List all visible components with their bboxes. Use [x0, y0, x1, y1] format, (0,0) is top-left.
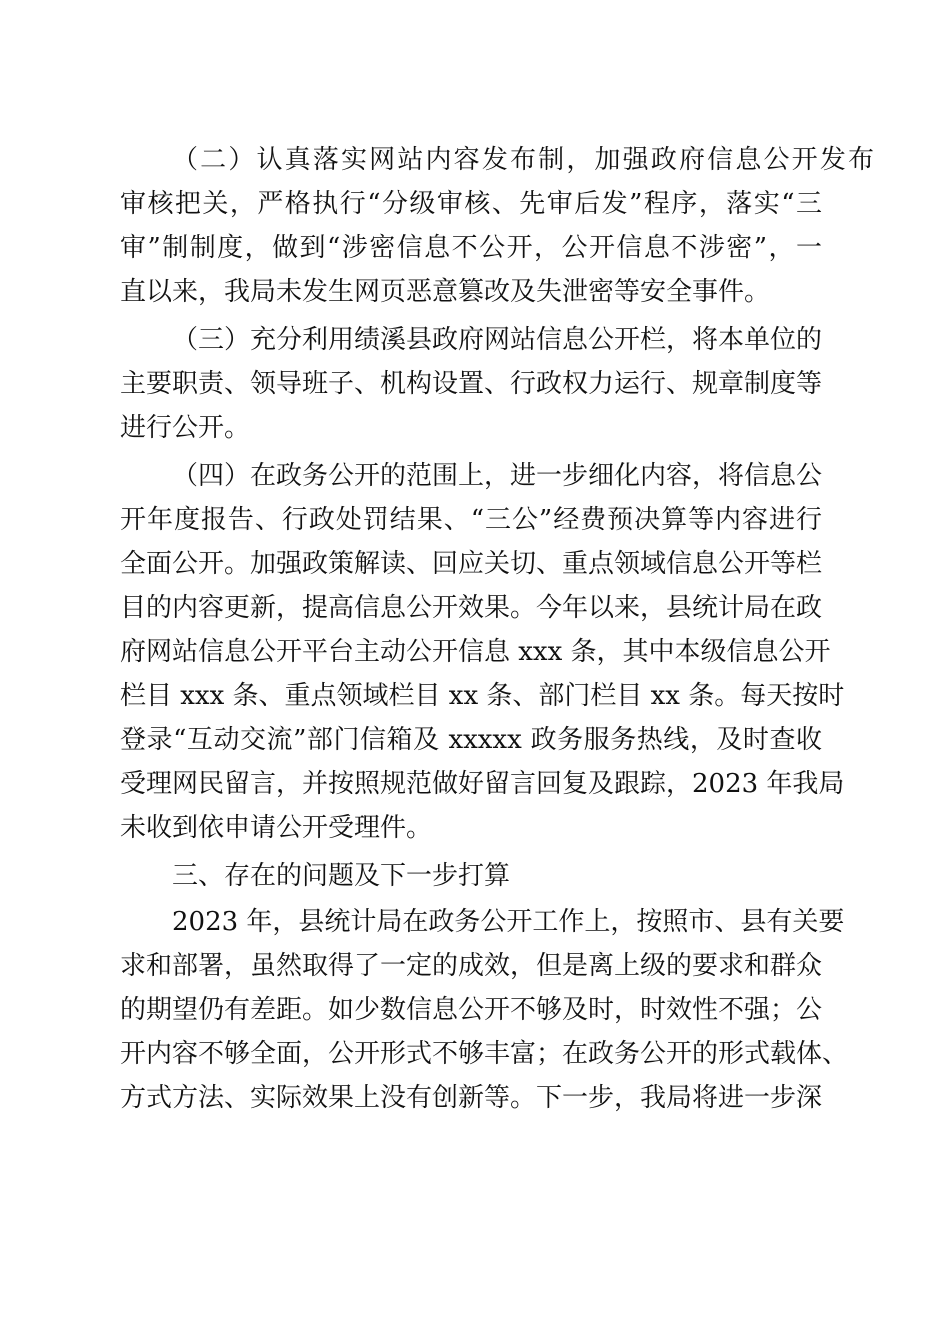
- section-heading: 三、存在的问题及下一步打算: [172, 861, 511, 891]
- paragraph-3-line-3: 进行公开。: [120, 413, 251, 443]
- paragraph-4-line-9: 未收到依申请公开受理件。: [120, 813, 433, 843]
- paragraph-3-line-2: 主要职责、领导班子、机构设置、行政权力运行、规章制度等: [120, 369, 823, 399]
- paragraph-5-line-5: 方式方法、实际效果上没有创新等。下一步，我局将进一步深: [120, 1083, 823, 1113]
- paragraph-2-line-3: 审”制制度，做到“涉密信息不公开，公开信息不涉密”，一: [120, 233, 822, 263]
- paragraph-2-line-1: （二）认真落实网站内容发布制，加强政府信息公开发布: [172, 145, 874, 175]
- paragraph-4-line-4: 目的内容更新，提高信息公开效果。今年以来，县统计局在政: [120, 593, 823, 623]
- paragraph-4-line-7: 登录“互动交流”部门信箱及 xxxxx 政务服务热线，及时查收: [120, 725, 822, 755]
- paragraph-4-line-8: 受理网民留言，并按照规范做好留言回复及跟踪，2023 年我局: [120, 769, 845, 799]
- paragraph-3-line-1: （三）充分利用绩溪县政府网站信息公开栏，将本单位的: [172, 325, 823, 355]
- paragraph-5-line-1: 2023 年，县统计局在政务公开工作上，按照市、县有关要: [172, 907, 845, 937]
- paragraph-2-line-4: 直以来，我局未发生网页恶意篡改及失泄密等安全事件。: [120, 277, 771, 307]
- paragraph-5-line-2: 求和部署，虽然取得了一定的成效，但是离上级的要求和群众: [120, 951, 823, 981]
- paragraph-4-line-5: 府网站信息公开平台主动公开信息 xxx 条，其中本级信息公开: [120, 637, 831, 667]
- paragraph-4-line-6: 栏目 xxx 条、重点领域栏目 xx 条、部门栏目 xx 条。每天按时: [120, 681, 845, 711]
- paragraph-4-line-3: 全面公开。加强政策解读、回应关切、重点领域信息公开等栏: [120, 549, 823, 579]
- paragraph-4-line-2: 开年度报告、行政处罚结果、“三公”经费预决算等内容进行: [120, 505, 822, 535]
- paragraph-2-line-2: 审核把关，严格执行“分级审核、先审后发”程序，落实“三: [120, 189, 822, 219]
- paragraph-4-line-1: （四）在政务公开的范围上，进一步细化内容，将信息公: [172, 461, 823, 491]
- paragraph-5-line-3: 的期望仍有差距。如少数信息公开不够及时，时效性不强；公: [120, 995, 823, 1025]
- paragraph-5-line-4: 开内容不够全面，公开形式不够丰富；在政务公开的形式载体、: [120, 1039, 849, 1069]
